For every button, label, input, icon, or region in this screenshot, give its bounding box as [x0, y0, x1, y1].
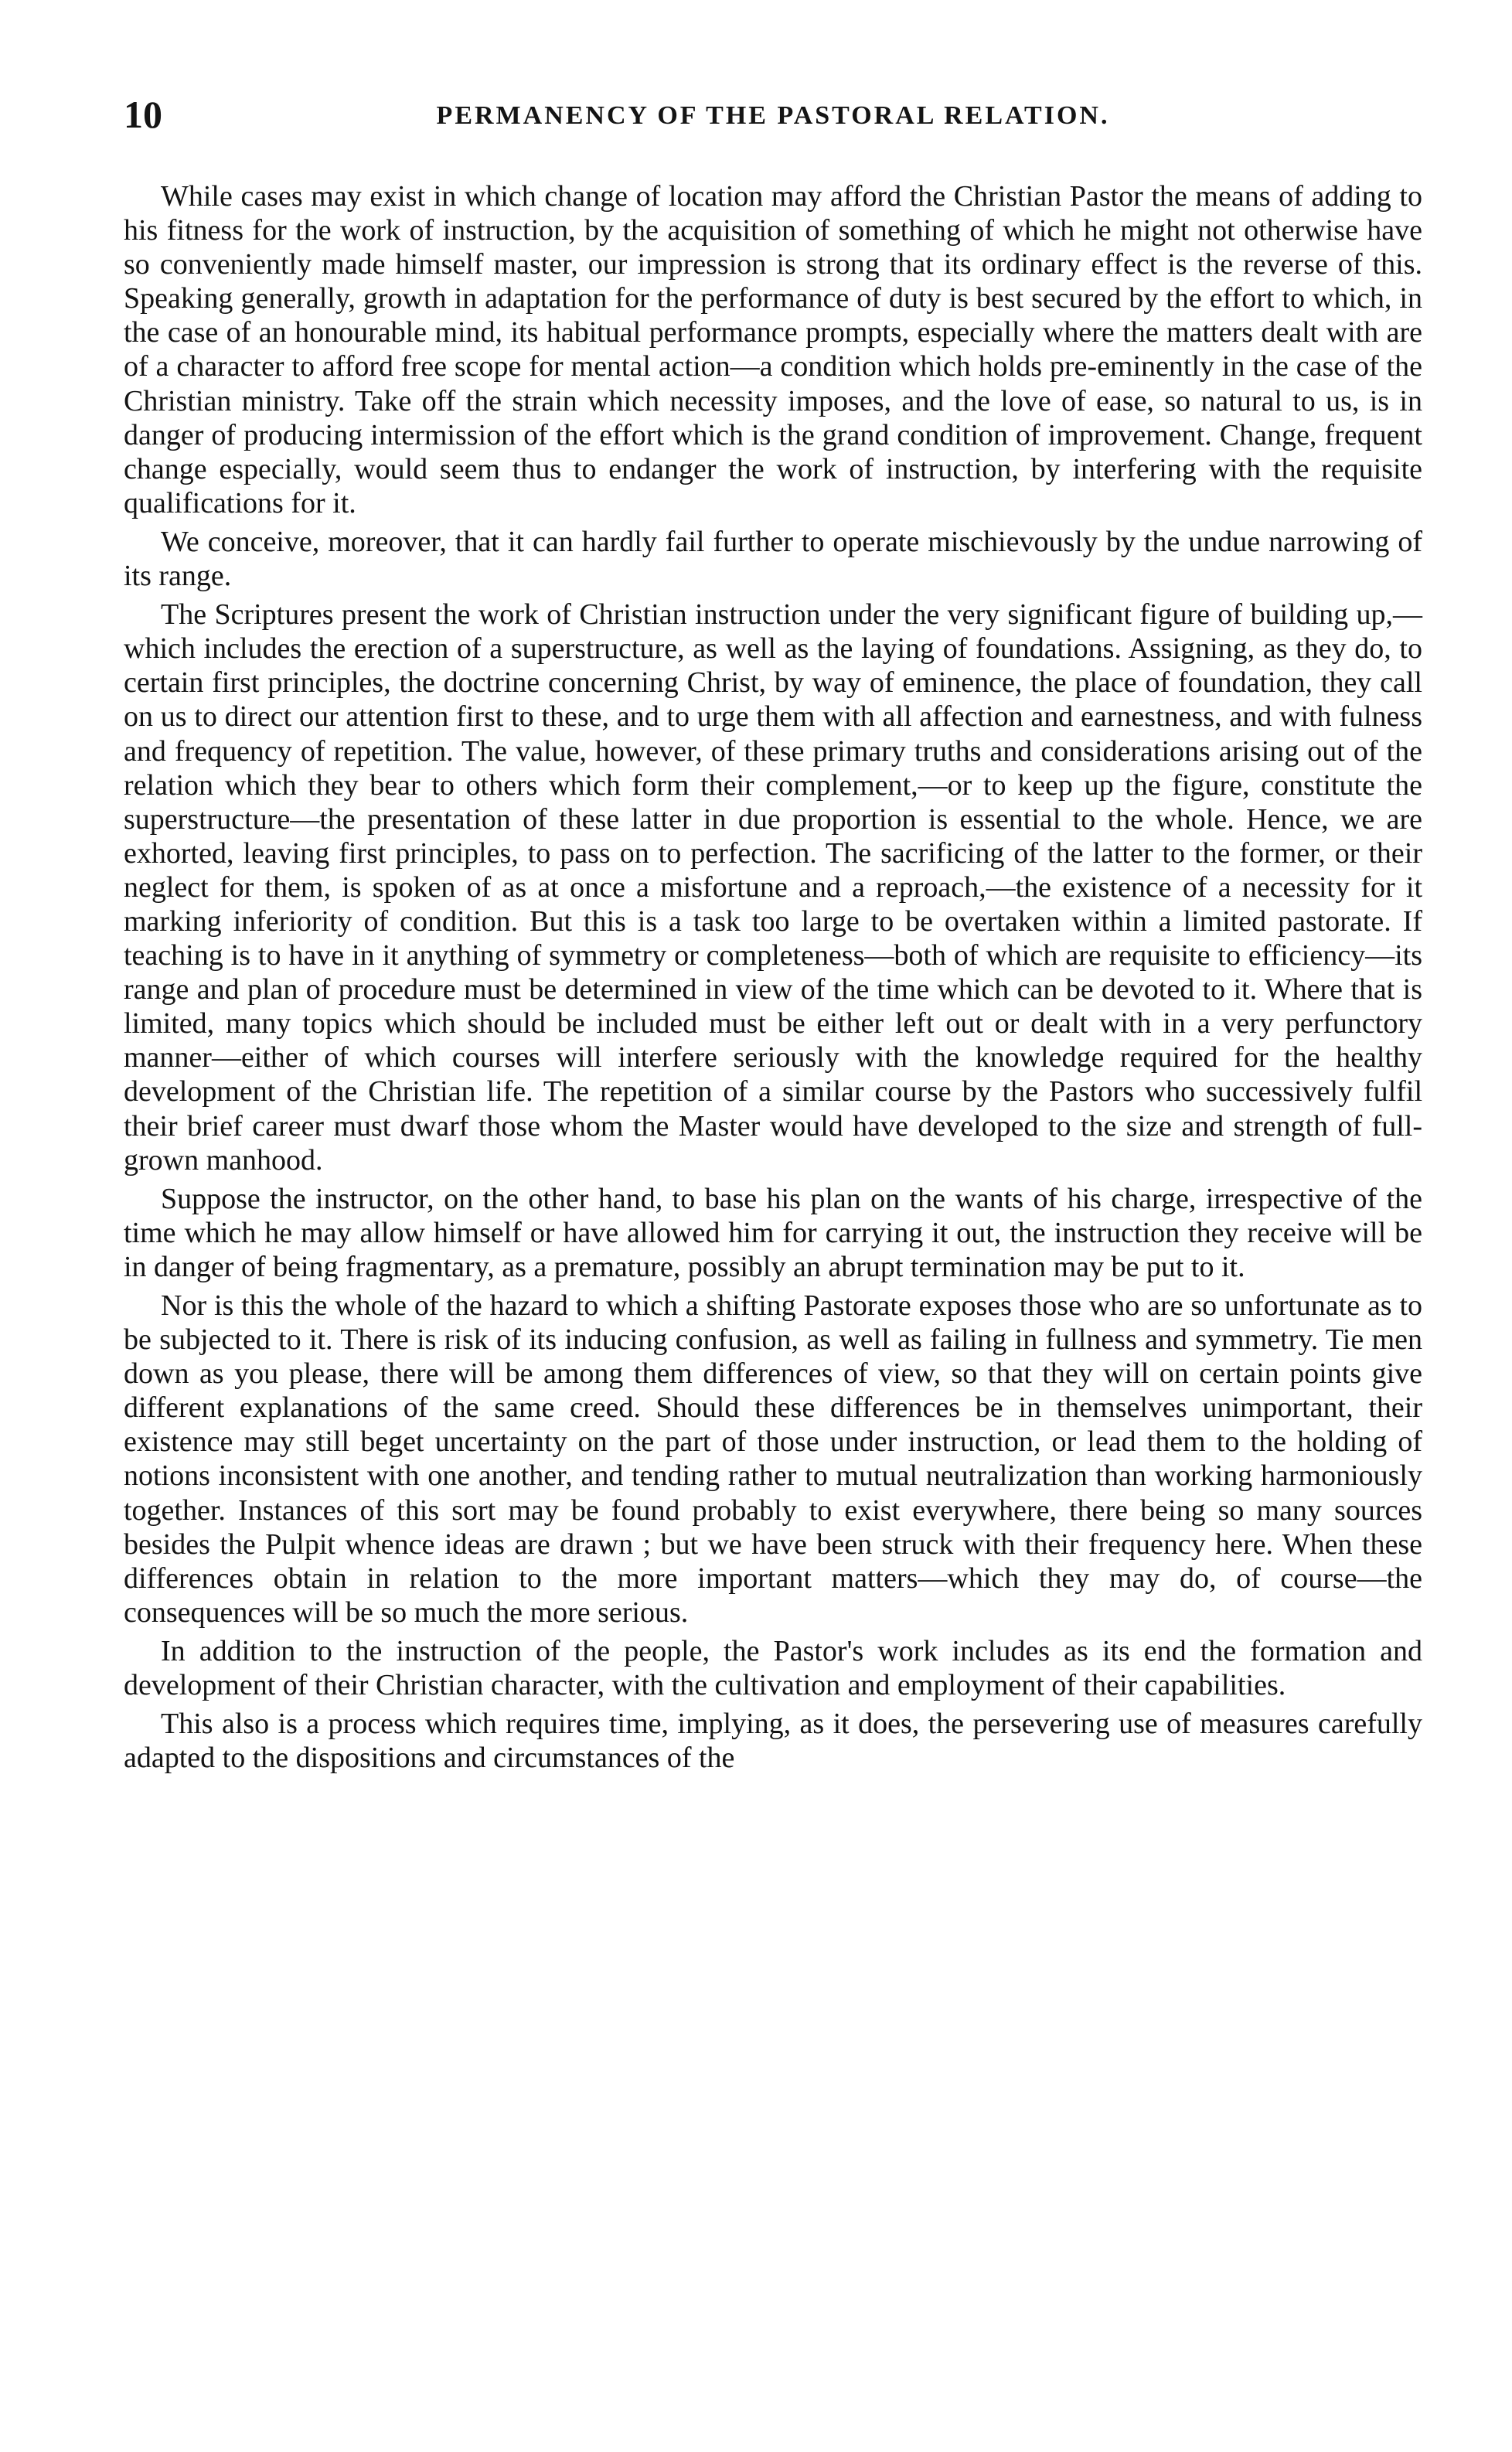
paragraph-1: While cases may exist in which change of location may afford the Christian Pastor the means of adding to his fitness for the work of instruction, by the acquisition of something of which he might not otherwise have so conveniently made himself master, our impression is strong that its ordinary effect is the reverse of this. Speaking generally, growth in adaptation for the performance of duty is best secured by the effort to which, in the case of an honourable mind, its habitual performance prompts, especially where the matters dealt with are of a character to afford free scope for mental action—a condition which holds pre-eminently in the case of the Christian ministry. Take off the strain which necessity imposes, and the love of ease, so natural to us, is in danger of producing intermission of the effort which is the grand condition of improvement. Change, frequent change especially, would seem thus to endanger the work of instruction, by interfering with the requisite qualifications for it. — [124, 180, 1422, 519]
running-head-title: PERMANENCY OF THE PASTORAL RELATION. — [436, 101, 1110, 130]
paragraph-6: In addition to the instruction of the people, the Pastor's work includes as its end the formation and development of their Christian character, with the cultivation and employment of their capabilities. — [124, 1634, 1422, 1702]
page-number: 10 — [124, 93, 162, 136]
body-text — [124, 179, 1422, 1779]
paragraph-3: The Scriptures present the work of Christian instruction under the very significant figure of building up,—which includes the erection of a superstructure, as well as the laying of foundations. Assigning, as they do, to certain first principles, the doctrine concerning Christ, by way of eminence, the place of foundation, they call on us to direct our attention first to these, and to urge them with all affection and earnestness, and with fulness and frequency of repetition. The value, however, of these primary truths and considerations arising out of the relation which they bear to others which form their complement,—or to keep up the figure, constitute the superstructure—the presentation of these latter in due proportion is essential to the whole. Hence, we are exhorted, leaving first principles, to pass on to perfection. The sacrificing of the latter to the former, or their neglect for them, is spoken of as at once a misfortune and a reproach,—the existence of a necessity for it marking inferiority of condition. But this is a task too large to be overtaken within a limited pastorate. If teaching is to have in it anything of symmetry or completeness—both of which are requisite to efficiency—its range and plan of procedure must be determined in view of the time which can be devoted to it. Where that is limited, many topics which should be included must be either left out or dealt with in a very perfunctory manner—either of which courses will interfere seriously with the knowledge required for the healthy development of the Christian life. The repetition of a similar course by the Pastors who successively fulfil their brief career must dwarf those whom the Master would have developed to the size and strength of full-grown manhood. — [124, 598, 1422, 1177]
paragraph-7: This also is a process which requires time, implying, as it does, the persevering use of measures carefully adapted to the dispositions and circumstances of the — [124, 1708, 1422, 1775]
running-head — [124, 91, 1422, 138]
paragraph-2: We conceive, moreover, that it can hardly fail further to operate mischievously by the undue narrowing of its range. — [124, 525, 1422, 593]
paragraph-4: Suppose the instructor, on the other hand, to base his plan on the wants of his charge, irrespective of the time which he may allow himself or have allowed him for carrying it out, the instruction they receive will be in danger of being fragmentary, as a premature, possibly an abrupt termination may be put to it. — [124, 1182, 1422, 1283]
paragraph-5: Nor is this the whole of the hazard to which a shifting Pastorate exposes those who are so unfortunate as to be subjected to it. There is risk of its inducing confusion, as well as failing in fullness and symmetry. Tie men down as you please, there will be among them differences of view, so that they will on certain points give different explanations of the same creed. Should these differences be in themselves unimportant, their existence may still beget uncertainty on the part of those under instruction, or lead them to the holding of notions inconsistent with one another, and tending rather to mutual neutralization than working harmoniously together. Instances of this sort may be found probably to exist everywhere, there being so many sources besides the Pulpit whence ideas are drawn ; but we have been struck with their frequency here. When these differences obtain in relation to the more important matters—which they may do, of course—the consequences will be so much the more serious. — [124, 1289, 1422, 1629]
